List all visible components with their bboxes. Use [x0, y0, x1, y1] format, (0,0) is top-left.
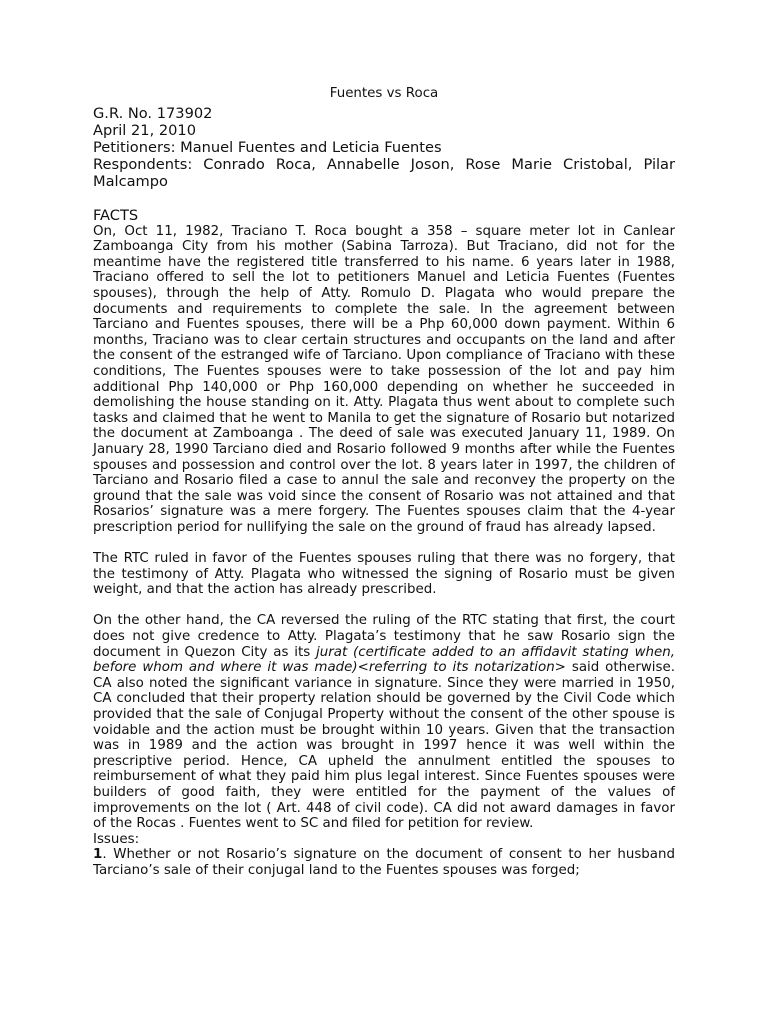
spacer	[93, 535, 675, 551]
case-number: G.R. No. 173902	[93, 104, 213, 122]
jurat-definition: jurat (certificate added to an affidavit stating when, before whom and where it was made)<referring to its notarization>	[93, 644, 676, 676]
case-date: April 21, 2010	[93, 121, 196, 139]
document-page	[93, 86, 675, 879]
ca-paragraph	[93, 613, 675, 831]
issues-label: Issues:	[93, 831, 140, 847]
issue-1-text: . Whether or not Rosario’s signature on the document of consent to her husband Tarciano’s sale of their conjugal land to the Fuentes spouses was forged;	[93, 847, 675, 878]
petitioners-line: Petitioners: Manuel Fuentes and Leticia Fuentes	[93, 138, 442, 156]
ca-paragraph-part1: On the other hand, the CA reversed the ruling of the RTC stating that first, the court does not give credence to Atty. Plagata’s testimony that he saw Rosario sign the document in Quezon City as its	[93, 613, 675, 660]
issue-1-number: 1	[93, 847, 103, 863]
ca-paragraph-part2: said otherwise. CA also noted the significant variance in signature. Since they were married in 1950, CA concluded that their property relation should be governed by the Civil Code which provided that the sale of Conjugal Property without the consent of the other spouse is voidable and the action must be brought within 10 years. Given that the transaction was in 1989 and the action was brought in 1997 hence it was well within the prescriptive period. Hence, CA upheld the annulment entitled the spouses to reimbursement of what they paid him plus legal interest. Since Fuentes spouses were builders of good faith, they were entitled for the payment of the values of improvements on the lot ( Art. 448 of civil code). CA did not award damages in favor of the Rocas . Fuentes went to SC and filed for petition for review.	[93, 660, 675, 832]
respondents-line: Respondents: Conrado Roca, Annabelle Joson, Rose Marie Cristobal, Pilar Malcampo	[93, 155, 675, 190]
facts-heading: FACTS	[93, 206, 139, 224]
spacer	[93, 598, 675, 614]
issue-1	[93, 847, 675, 878]
case-metadata	[93, 105, 675, 190]
facts-paragraph: On, Oct 11, 1982, Traciano T. Roca bought a 358 – square meter lot in Canlear Zamboanga City from his mother (Sabina Tarroza). But Traciano, did not for the meantime have the registered title transferred to his name. 6 years later in 1988, Traciano offered to sell the lot to petitioners Manuel and Leticia Fuentes (Fuentes spouses), through the help of Atty. Romulo D. Plagata who would prepare the documents and requirements to complete the sale. In the agreement between Tarciano and Fuentes spouses, there will be a Php 60,000 down payment. Within 6 months, Traciano was to clear certain structures and occupants on the land and after the consent of the estranged wife of Tarciano. Upon compliance of Traciano with these conditions, The Fuentes spouses were to take possession of the lot and pay him additional Php 140,000 or Php 160,000 depending on whether he succeeded in demolishing the house standing on it. Atty. Plagata thus went about to complete such tasks and claimed that he went to Manila to get the signature of Rosario but notarized the document at Zamboanga . The deed of sale was executed January 11, 1989. On January 28, 1990 Tarciano died and Rosario followed 9 months after while the Fuentes spouses and possession and control over the lot. 8 years later in 1997, the children of Tarciano and Rosario filed a case to annul the sale and reconvey the property on the ground that the sale was void since the consent of Rosario was not attained and that Rosarios’ signature was a mere forgery. The Fuentes spouses claim that the 4-year prescription period for nullifying the sale on the ground of fraud has already lapsed.	[93, 223, 675, 535]
document-title: Fuentes vs Roca	[329, 86, 439, 101]
spacer	[93, 190, 675, 207]
rtc-paragraph: The RTC ruled in favor of the Fuentes spouses ruling that there was no forgery, that the testimony of Atty. Plagata who witnessed the signing of Rosario must be given weight, and that the action has already prescribed.	[93, 551, 675, 598]
